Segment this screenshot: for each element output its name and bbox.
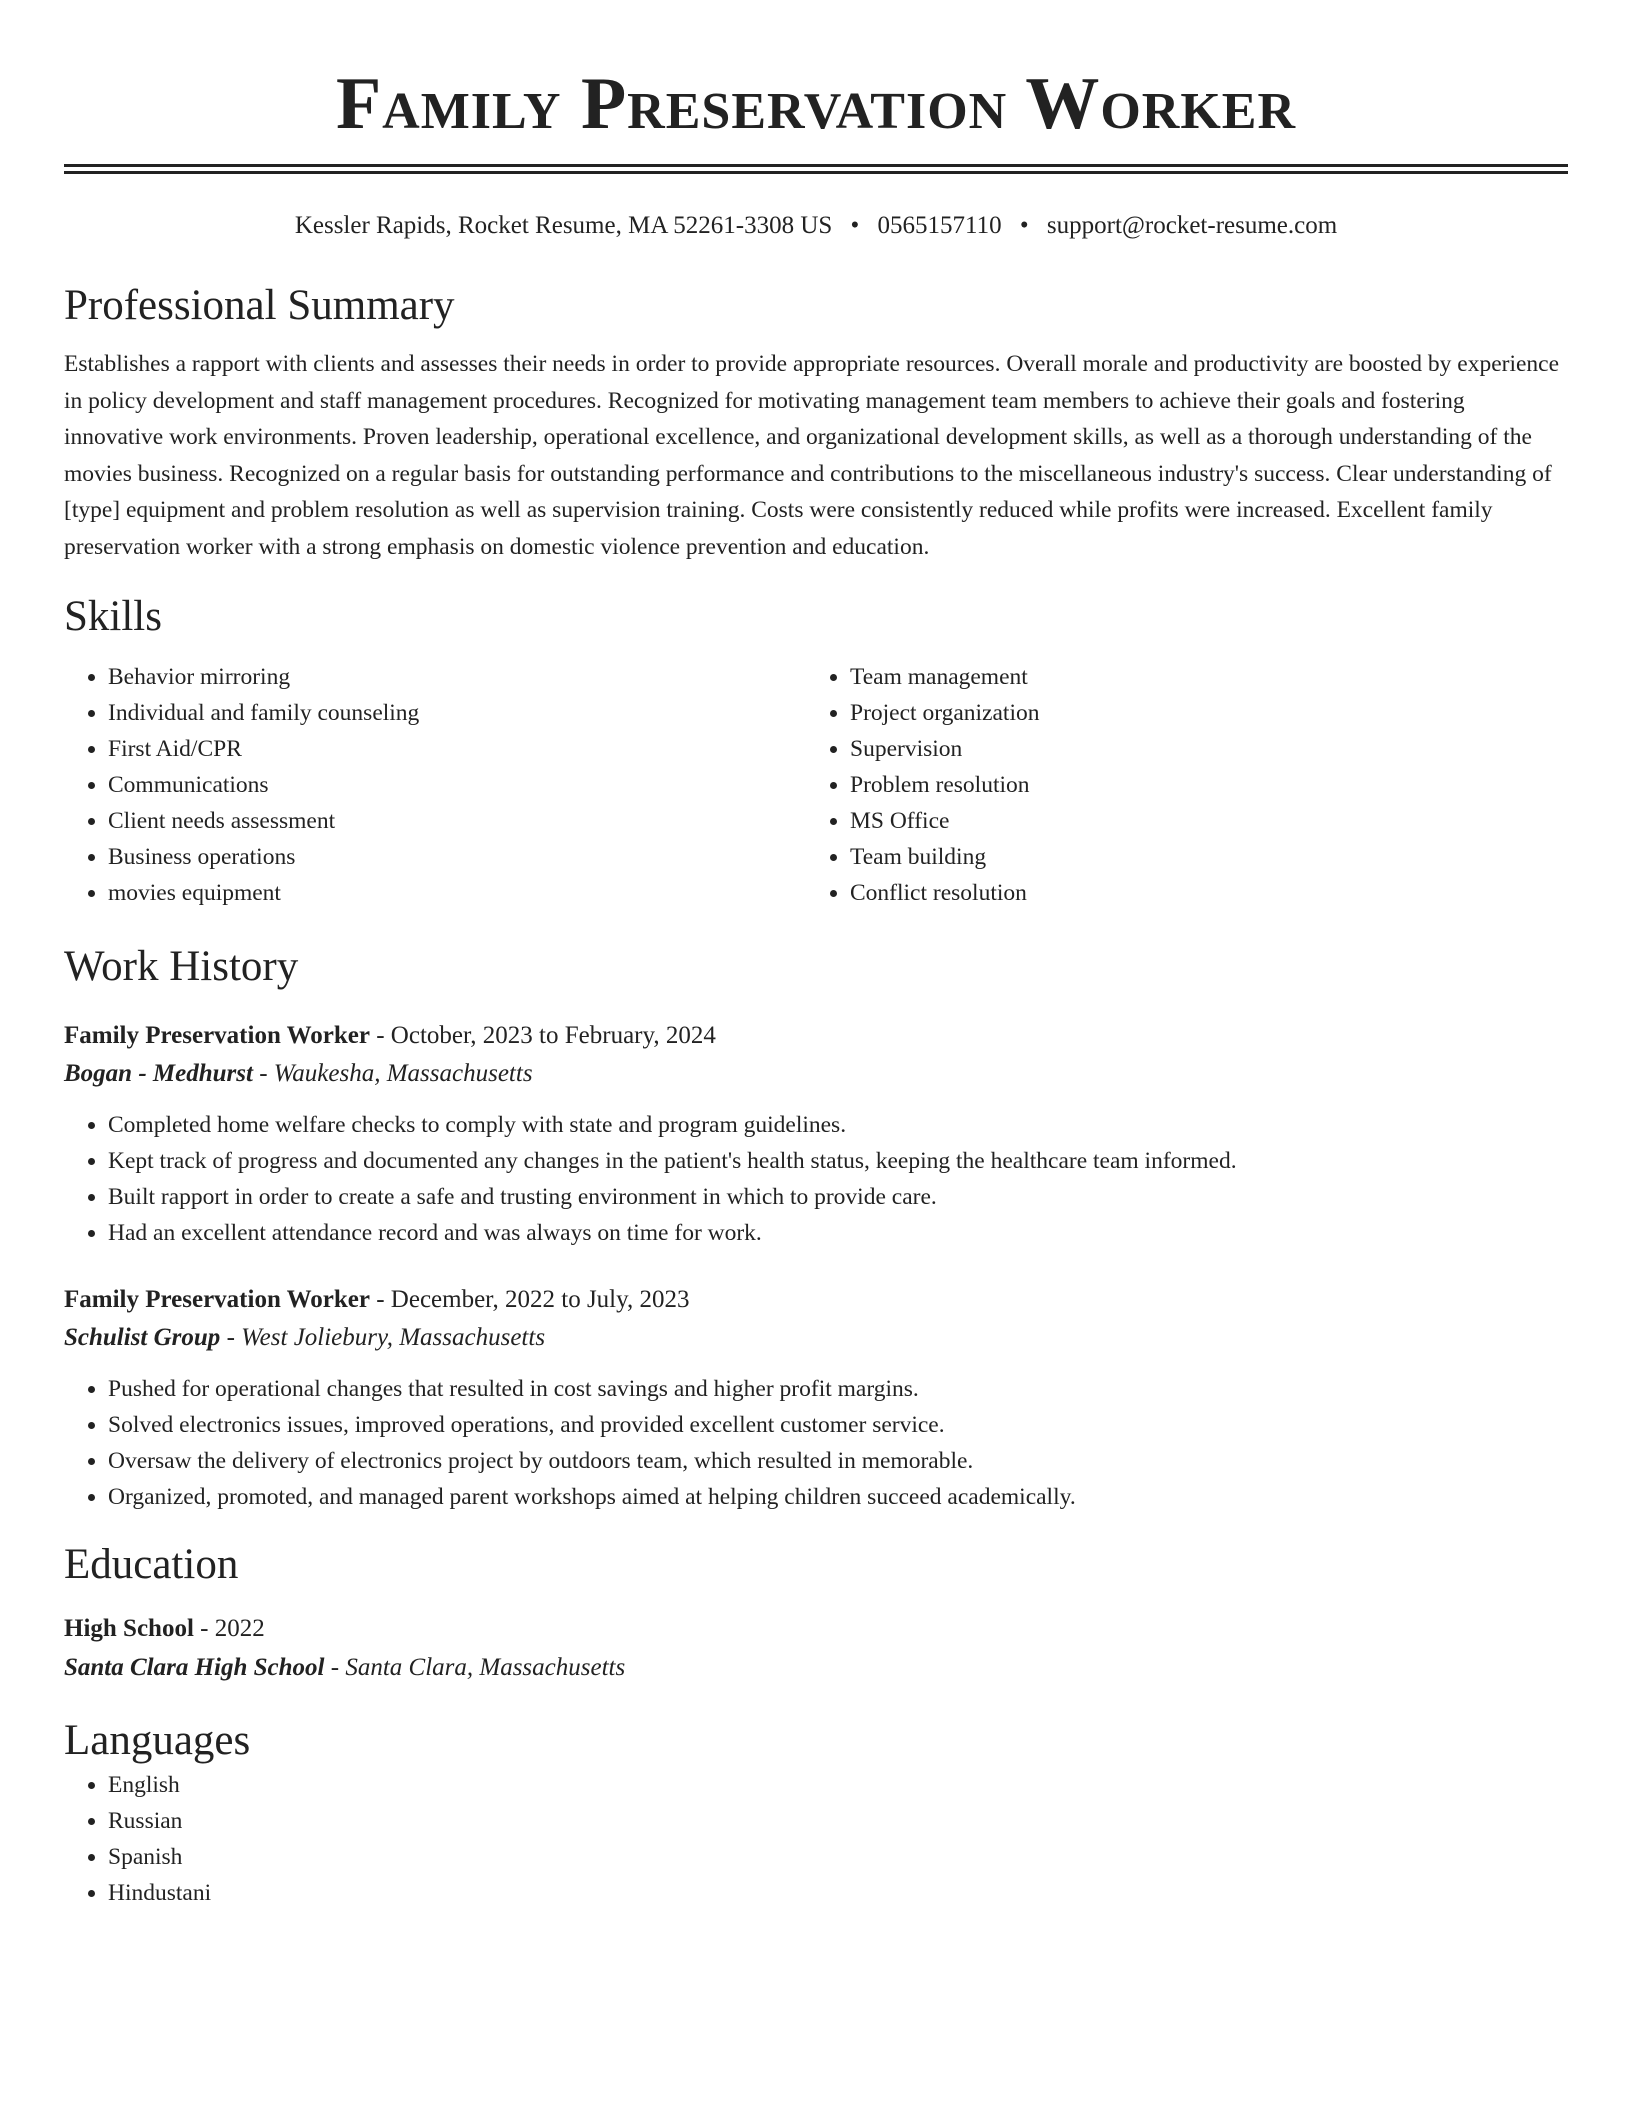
job-entry: [64, 1281, 1568, 1515]
summary-heading: Professional Summary: [64, 282, 455, 329]
education-degree-line: [64, 1609, 1568, 1649]
list-item: • Kept track of progress and documented any changes in the patient's health status, keeping the healthcare team informed.: [108, 1143, 1568, 1179]
job-title-line: [64, 1017, 1568, 1055]
list-item: • Russian: [108, 1803, 1568, 1839]
list-item: • Supervision: [850, 731, 1548, 767]
list-item: • Team management: [850, 659, 1548, 695]
job-dates: - October, 2023 to February, 2024: [369, 1022, 716, 1049]
list-item: • Client needs assessment: [108, 803, 806, 839]
list-item: • Problem resolution: [850, 767, 1548, 803]
languages-section: [64, 1715, 1568, 1911]
list-item: • Conflict resolution: [850, 875, 1548, 911]
job-title: Family Preservation Worker: [64, 1286, 370, 1313]
contact-phone: 0565157110: [877, 212, 1002, 239]
skills-list-right: [806, 659, 1548, 911]
contact-address: Kessler Rapids, Rocket Resume, MA 52261-3308 US: [294, 212, 833, 239]
education-year: - 2022: [193, 1615, 265, 1642]
job-location: - West Joliebury, Massachusetts: [220, 1324, 546, 1351]
skills-columns: [64, 659, 1568, 911]
list-item: • Team building: [850, 839, 1548, 875]
education-school: Santa Clara High School: [64, 1654, 325, 1681]
contact-separator: •: [850, 212, 860, 239]
contact-line: [64, 210, 1568, 242]
work-history-section: [64, 941, 1568, 1515]
skills-heading: Skills: [64, 593, 162, 640]
list-item: • Spanish: [108, 1839, 1568, 1875]
list-item: • movies equipment: [108, 875, 806, 911]
job-location: - Waukesha, Massachusetts: [252, 1060, 533, 1087]
job-entry: [64, 1017, 1568, 1251]
resume-name: Family Preservation Worker: [335, 63, 1297, 145]
list-item: • Organized, promoted, and managed parent workshops aimed at helping children succeed academically.: [108, 1479, 1568, 1515]
list-item: • Completed home welfare checks to comply with state and program guidelines.: [108, 1107, 1568, 1143]
list-item: • MS Office: [850, 803, 1548, 839]
job-company-line: [64, 1319, 1568, 1357]
list-item: • Communications: [108, 767, 806, 803]
list-item: • Had an excellent attendance record and was always on time for work.: [108, 1215, 1568, 1251]
list-item: • Individual and family counseling: [108, 695, 806, 731]
education-degree: High School: [64, 1615, 194, 1642]
list-item: • Business operations: [108, 839, 806, 875]
education-location: - Santa Clara, Massachusetts: [324, 1654, 626, 1681]
list-item: • First Aid/CPR: [108, 731, 806, 767]
job-bullets: [64, 1107, 1568, 1251]
education-section: [64, 1539, 1568, 1687]
languages-heading: Languages: [64, 1717, 251, 1764]
contact-email: support@rocket-resume.com: [1046, 212, 1338, 239]
list-item: • Hindustani: [108, 1875, 1568, 1911]
work-history-heading: Work History: [64, 943, 299, 990]
list-item: • Built rapport in order to create a safe and trusting environment in which to provide care.: [108, 1179, 1568, 1215]
languages-list: [64, 1767, 1568, 1911]
job-company: Bogan - Medhurst: [64, 1060, 253, 1087]
skills-list-left: [64, 659, 806, 911]
job-company: Schulist Group: [64, 1324, 221, 1351]
job-dates: - December, 2022 to July, 2023: [369, 1286, 690, 1313]
list-item: • Project organization: [850, 695, 1548, 731]
list-item: • Pushed for operational changes that resulted in cost savings and higher profit margins.: [108, 1371, 1568, 1407]
header-double-rule: [64, 164, 1568, 174]
list-item: • Solved electronics issues, improved operations, and provided excellent customer service.: [108, 1407, 1568, 1443]
education-school-line: [64, 1649, 1568, 1687]
list-item: • Behavior mirroring: [108, 659, 806, 695]
job-bullets: [64, 1371, 1568, 1515]
summary-section: [64, 280, 1568, 565]
education-heading: Education: [64, 1541, 239, 1588]
job-title-line: [64, 1281, 1568, 1319]
job-company-line: [64, 1055, 1568, 1093]
skills-section: [64, 591, 1568, 911]
list-item: • Oversaw the delivery of electronics project by outdoors team, which resulted in memorable.: [108, 1443, 1568, 1479]
job-title: Family Preservation Worker: [64, 1022, 370, 1049]
contact-separator: •: [1019, 212, 1029, 239]
list-item: • English: [108, 1767, 1568, 1803]
summary-text: Establishes a rapport with clients and assesses their needs in order to provide appropriate resources. Overall morale and productivity are boosted by experience in policy development and staff management procedures. Recognized for motivating management team members to achieve their goals and fostering innovative work environments. Proven leadership, operational excellence, and organizational development skills, as well as a thorough understanding of the movies business. Recognized on a regular basis for outstanding performance and contributions to the miscellaneous industry's success. Clear understanding of [type] equipment and problem resolution as well as supervision training. Costs were consistently reduced while profits were increased. Excellent family preservation worker with a strong emphasis on domestic violence prevention and education.: [64, 351, 1560, 560]
